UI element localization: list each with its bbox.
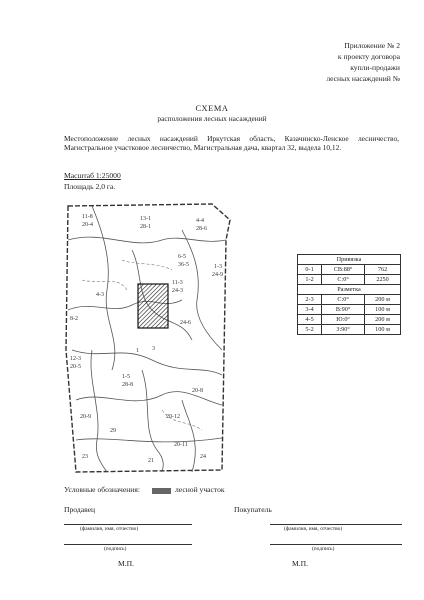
map-label: 20-4 xyxy=(82,222,93,228)
seller-name-line xyxy=(64,524,192,525)
table-section-header xyxy=(298,255,401,265)
appendix-ref-contract: лесных насаждений № xyxy=(326,74,400,83)
seller-signature-caption: (подпись) xyxy=(104,546,127,552)
map-label: 11-8 xyxy=(82,214,93,220)
map-label: 4-4 xyxy=(196,218,204,224)
map-label: 29 xyxy=(110,428,116,434)
table-section-header xyxy=(298,285,401,295)
map-label: 28-6 xyxy=(196,226,207,232)
forest-plot-map xyxy=(62,200,238,478)
map-label: 28-8 xyxy=(122,382,133,388)
privyazka-header: Привязка xyxy=(298,255,401,265)
appendix-number: Приложение № 2 xyxy=(344,41,400,50)
map-label: 20-5 xyxy=(70,364,81,370)
table-row: 2-3 С:0° 200 м xyxy=(298,295,401,305)
map-label: 12-3 xyxy=(70,356,81,362)
map-label: 24-3 xyxy=(172,288,183,294)
map-label: 1-5 xyxy=(122,374,130,380)
seller-label: Продавец xyxy=(64,505,96,514)
map-label: 1 xyxy=(136,348,139,354)
table-row: 5-2 З:90° 100 м xyxy=(298,325,401,335)
map-label: 20-8 xyxy=(192,388,203,394)
map-label: 6-5 xyxy=(178,254,186,260)
table-row: 1-2 С:0° 2250 xyxy=(298,275,401,285)
buyer-signature-caption: (подпись) xyxy=(312,546,335,552)
page-subtitle: расположения лесных насаждений xyxy=(157,114,267,123)
legend-swatch xyxy=(152,488,171,494)
table-row: 4-5 Ю:0° 200 м xyxy=(298,315,401,325)
buyer-label: Покупатель xyxy=(234,505,272,514)
page-title: СХЕМА xyxy=(195,104,229,113)
map-label: 24 xyxy=(200,454,206,460)
map-label: 21 xyxy=(148,458,154,464)
area-text: Площадь 2,0 га. xyxy=(64,182,116,191)
appendix-ref-sale: купли-продажи xyxy=(350,63,400,72)
buyer-name-line xyxy=(270,524,402,525)
map-label: 23 xyxy=(82,454,88,460)
seller-stamp-label: М.П. xyxy=(118,559,135,568)
seller-signature-line xyxy=(64,544,192,545)
map-label: 24-6 xyxy=(180,320,191,326)
appendix-ref-project: к проекту договора xyxy=(337,52,400,61)
map-label: 24-9 xyxy=(212,272,223,278)
map-label: 28-1 xyxy=(140,224,151,230)
map-label: 20-12 xyxy=(166,414,180,420)
map-label: 4-3 xyxy=(96,292,104,298)
table-row: 3-4 В:90° 100 м xyxy=(298,305,401,315)
razmetka-header: Разметка xyxy=(298,285,401,295)
forest-plot-area xyxy=(138,284,168,328)
map-label: 20-9 xyxy=(80,414,91,420)
table-row: 0-1 СВ:88° 762 xyxy=(298,265,401,275)
legend-label: Условные обозначения: xyxy=(64,485,140,494)
buyer-name-caption: (фамилия, имя, отчество) xyxy=(284,526,343,532)
bearings-table xyxy=(297,254,401,335)
buyer-stamp-label: М.П. xyxy=(292,559,309,568)
seller-name-caption: (фамилия, имя, отчество) xyxy=(80,526,139,532)
quarter-boundary xyxy=(66,204,230,472)
map-label: 13-1 xyxy=(140,216,151,222)
map-label: 20-11 xyxy=(174,442,188,448)
map-label: 1-3 xyxy=(214,264,222,270)
legend-plot-label: лесной участок xyxy=(175,485,225,494)
buyer-signature-line xyxy=(270,544,402,545)
map-label: 3 xyxy=(152,346,155,352)
map-label: 8-2 xyxy=(70,316,78,322)
location-text: Местоположение лесных насаждений Иркутская область, Казачинско-Ленское лесничество, Магистральное участковое лесничество, Магистральная дача, квартал 32, выдела 10,12. xyxy=(64,134,399,153)
scale-text: Масштаб 1:25000 xyxy=(64,171,121,180)
map-label: 11-3 xyxy=(172,280,183,286)
map-label: 36-5 xyxy=(178,262,189,268)
